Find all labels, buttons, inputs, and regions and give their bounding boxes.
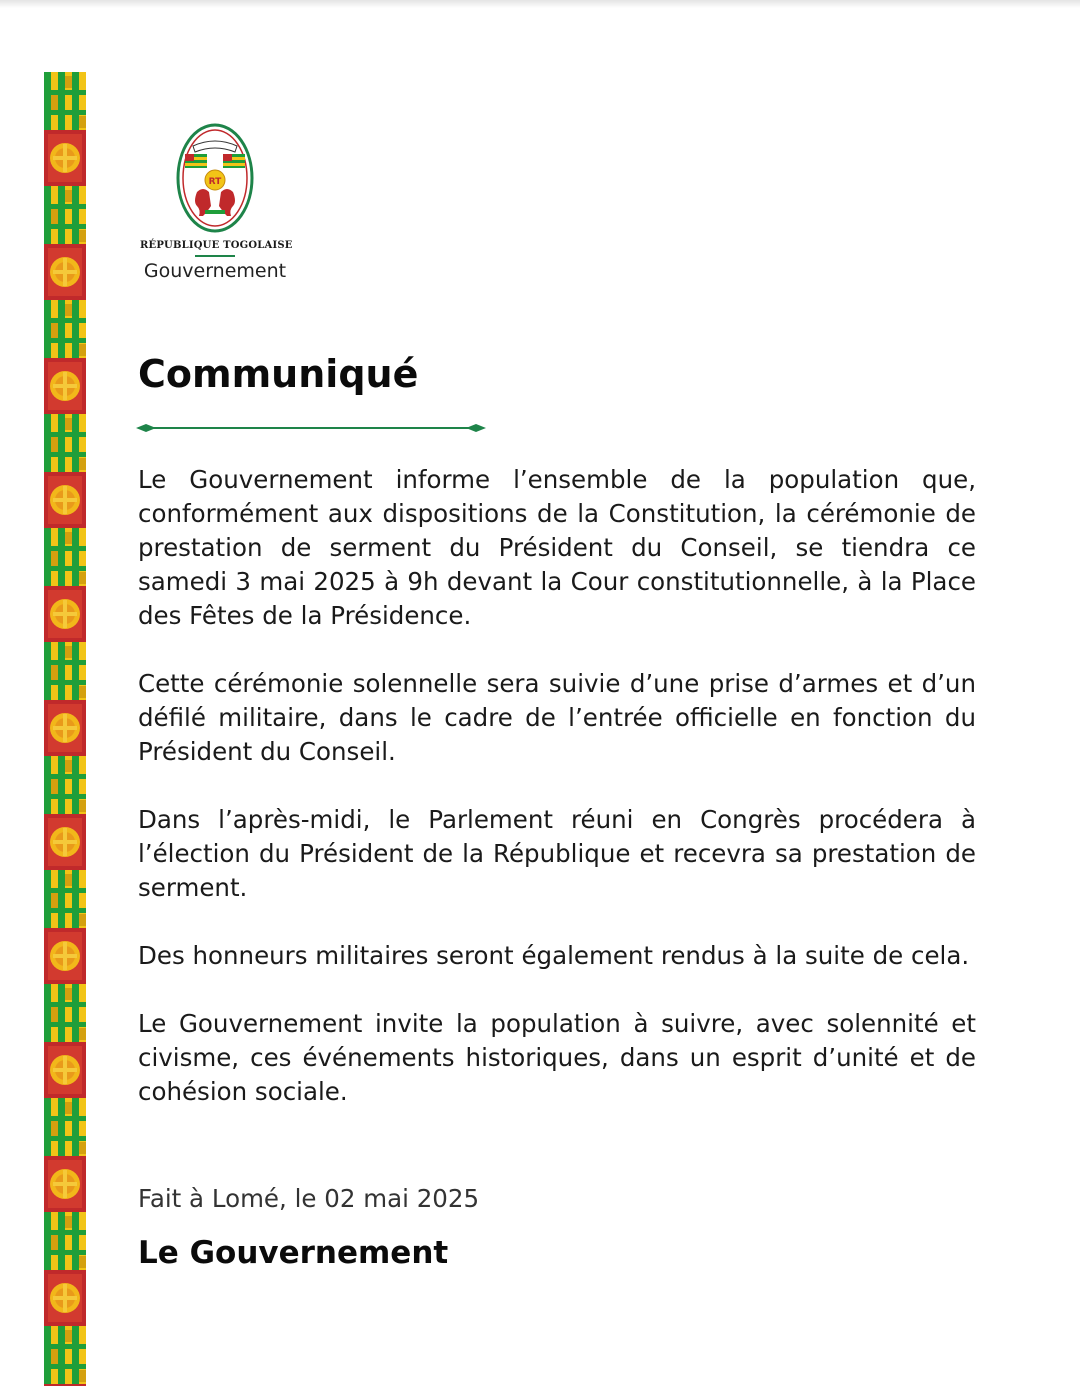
paragraph: Le Gouvernement invite la population à suivre, avec solennité et civisme, ces événements historiques, dans un esprit d’unité et de cohésion sociale.	[138, 1009, 976, 1106]
emblem-label: RT	[208, 177, 222, 187]
paragraph: Le Gouvernement informe l’ensemble de la population que, conformément aux dispositions de la Constitution, la cérémonie de prestation de serment du Président du Conseil, se tiendra ce samedi 3 mai 2025 à 9h devant la Cour constitutionnelle, à la Place des Fêtes de la Présidence.	[138, 465, 976, 630]
flag-left-icon	[185, 154, 207, 168]
title-divider	[136, 421, 486, 435]
paragraph: Dans l’après-midi, le Parlement réuni en Congrès procédera à l’élection du Président de la République et recevra sa prestation de serment.	[138, 805, 976, 902]
government-label: Gouvernement	[143, 260, 287, 282]
paragraph: Des honneurs militaires seront également rendus à la suite de cela.	[138, 941, 970, 970]
coat-of-arms-icon	[175, 122, 255, 234]
government-logo	[140, 122, 293, 282]
republic-name: RÉPUBLIQUE TOGOLAISE	[140, 240, 293, 251]
top-edge	[0, 0, 1080, 8]
communique-body	[138, 463, 976, 1143]
flag-right-icon	[223, 154, 245, 168]
logo-divider	[195, 255, 235, 257]
kente-border	[44, 72, 86, 1386]
paragraph: Cette cérémonie solennelle sera suivie d’une prise d’armes et d’un défilé militaire, dans le cadre de l’entrée officielle en fonction du Président du Conseil.	[138, 669, 976, 766]
page-title: Communiqué	[138, 352, 419, 396]
signoff-place-date: Fait à Lomé, le 02 mai 2025	[138, 1184, 480, 1213]
signoff-signatory: Le Gouvernement	[138, 1235, 449, 1271]
